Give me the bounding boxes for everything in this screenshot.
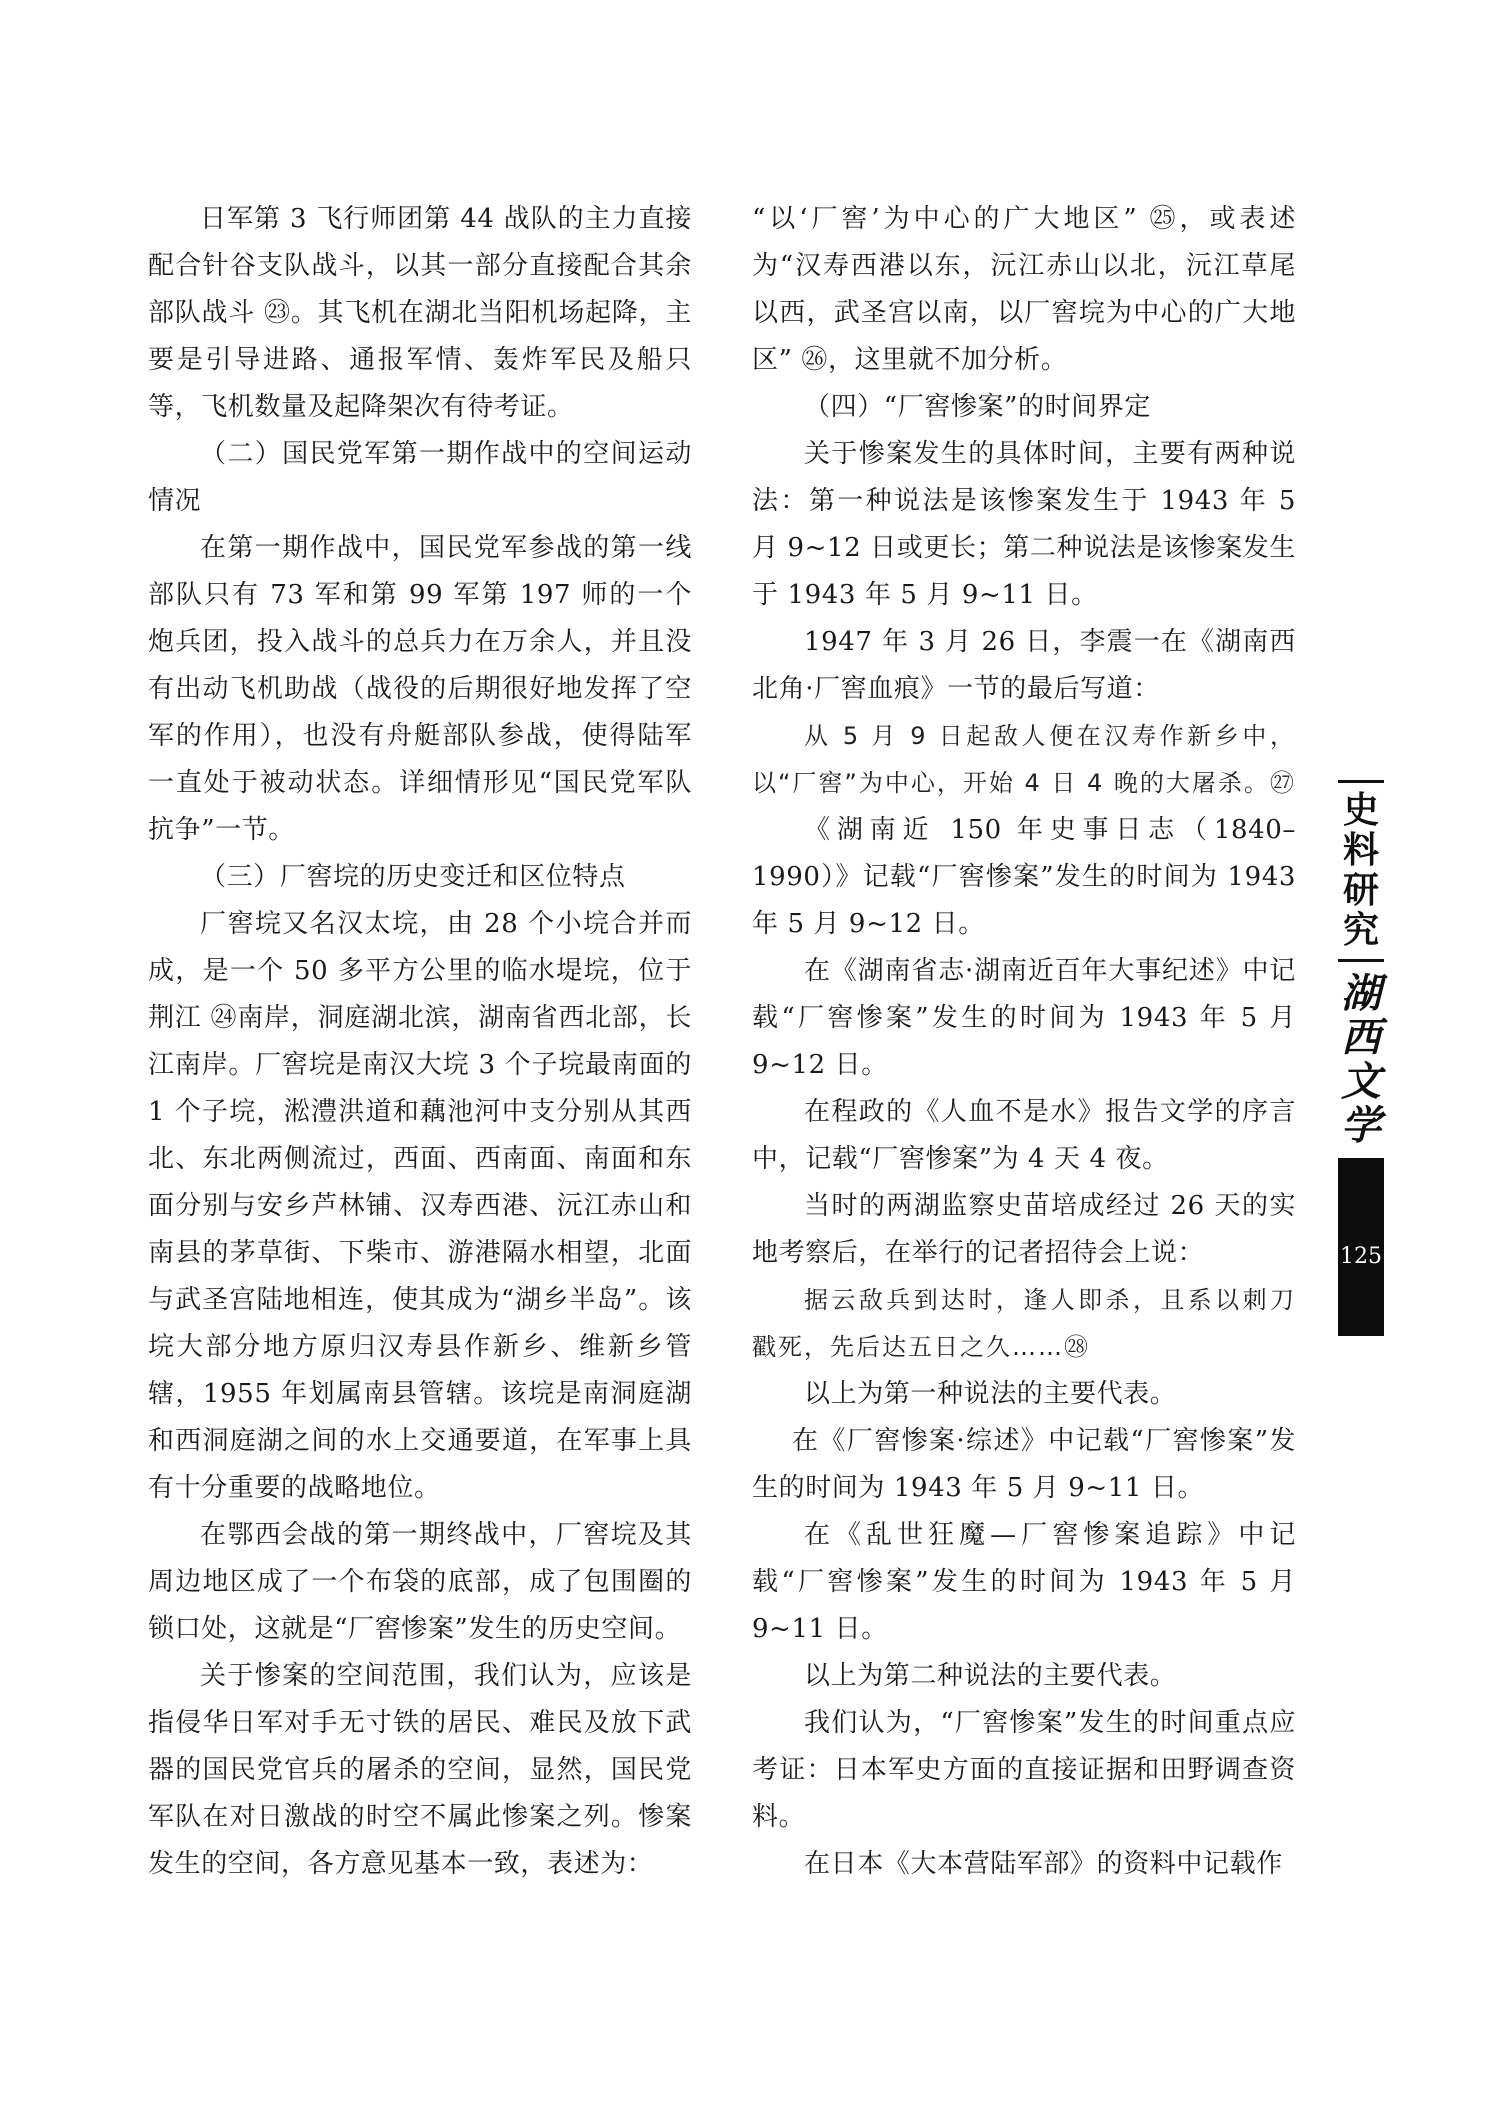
left-column <box>148 196 692 1888</box>
paragraph: 我们认为，“厂窖惨案”发生的时间重点应考证：日本军史方面的直接证据和田野调查资料。 <box>752 1708 1296 1832</box>
tab-character: 究 <box>1342 910 1379 951</box>
paragraph: 关于惨案发生的具体时间，主要有两种说法：第一种说法是该惨案发生于 1943 年 5 月 9~12 日或更长；第二种说法是该惨案发生于 1943 年 5 月 9~11 日。 <box>752 439 1296 610</box>
journal-logo <box>1338 962 1384 1158</box>
paragraph: 《湖南近 150 年史事日志（1840–1990）》记载“厂窖惨案”发生的时间为 1943 年 5 月 9~12 日。 <box>752 815 1296 939</box>
block-quote: 从 5 月 9 日起敌人便在汉寿作新乡中，以“厂窖”为中心，开始 4 日 4 晚的大屠杀。㉗ <box>752 722 1296 797</box>
block-quote: 据云敌兵到达时，逢人即杀，且系以刺刀戳死，先后达五日之久……㉘ <box>752 1286 1296 1361</box>
paragraph: 在《乱世狂魔—厂窖惨案追踪》中记载“厂窖惨案”发生的时间为 1943 年 5 月 9~11 日。 <box>752 1520 1296 1644</box>
paragraph: “以‘厂窖’为中心的广大地区” ㉕，或表述为“汉寿西港以东，沅江赤山以北，沅江草尾以西，武圣宫以南，以厂窖垸为中心的广大地区” ㉖，这里就不加分析。 <box>752 204 1296 375</box>
paragraph: 在第一期作战中，国民党军参战的第一线部队只有 73 军和第 99 军第 197 师的一个炮兵团，投入战斗的总兵力在万余人，并且没有出动飞机助战（战役的后期很好地发挥了空军的作用），也没有舟艇部队参战，使得陆军一直处于被动状态。详细情形见“国民党军队抗争”一节。 <box>148 533 692 845</box>
paragraph: 关于惨案的空间范围，我们认为，应该是指侵华日军对手无寸铁的居民、难民及放下武器的国民党官兵的屠杀的空间，显然，国民党军队在对日激战的时空不属此惨案之列。惨案发生的空间，各方意见基本一致，表述为： <box>148 1661 692 1879</box>
page-number-block <box>1338 1158 1384 1336</box>
paragraph: 以上为第二种说法的主要代表。 <box>804 1661 1177 1691</box>
paragraph: 在《厂窖惨案·综述》中记载“厂窖惨案”发生的时间为 1943 年 5 月 9~11 日。 <box>752 1426 1296 1503</box>
paragraph: 日军第 3 飞行师团第 44 战队的主力直接配合针谷支队战斗，以其一部分直接配合其余部队战斗 ㉓。其飞机在湖北当阳机场起降，主要是引导进路、通报军情、轰炸军民及船只等，飞机数量及起降架次有待考证。 <box>148 204 692 422</box>
right-column <box>752 196 1296 1888</box>
tab-character: 文 <box>1341 1058 1381 1105</box>
tab-character: 学 <box>1341 1102 1381 1149</box>
section-heading: （四）“厂窖惨案”的时间界定 <box>804 392 1151 422</box>
paragraph: 在程政的《人血不是水》报告文学的序言中，记载“厂窖惨案”为 4 天 4 夜。 <box>752 1097 1296 1174</box>
tab-character: 湖 <box>1341 970 1381 1017</box>
tab-character: 史 <box>1342 790 1379 831</box>
tab-character: 研 <box>1342 870 1379 911</box>
side-tab <box>1338 780 1384 1336</box>
tab-character: 料 <box>1342 830 1379 871</box>
paragraph: 在日本《大本营陆军部》的资料中记载作 <box>804 1849 1283 1879</box>
section-heading: （三）厂窖垸的历史变迁和区位特点 <box>200 862 626 892</box>
page-number: 125 <box>1340 1244 1382 1269</box>
paragraph: 1947 年 3 月 26 日，李震一在《湖南西北角·厂窖血痕》一节的最后写道： <box>752 627 1296 704</box>
paragraph: 在鄂西会战的第一期终战中，厂窖垸及其周边地区成了一个布袋的底部，成了包围圈的锁口处，这就是“厂窖惨案”发生的历史空间。 <box>148 1520 692 1644</box>
paragraph: 厂窖垸又名汉太垸，由 28 个小垸合并而成，是一个 50 多平方公里的临水堤垸，位于荆江 ㉔南岸，洞庭湖北滨，湖南省西北部，长江南岸。厂窖垸是南汉大垸 3 个子垸最南面的 1 个子垸，淞澧洪道和藕池河中支分别从其西北、东北两侧流过，西面、西南面、南面和东面分别与安乡芦林铺、汉寿西港、沅江赤山和南县的茅草街、下柴市、游港隔水相望，北面与武圣宫陆地相连，使其成为“湖乡半岛”。该垸大部分地方原归汉寿县作新乡、维新乡管辖，1955 年划属南县管辖。该垸是南洞庭湖和西洞庭湖之间的水上交通要道，在军事上具有十分重要的战略地位。 <box>148 909 692 1503</box>
paragraph: 当时的两湖监察史苗培成经过 26 天的实地考察后，在举行的记者招待会上说： <box>752 1191 1296 1268</box>
paragraph: 以上为第一种说法的主要代表。 <box>804 1379 1177 1409</box>
section-label <box>1338 783 1384 959</box>
tab-character: 西 <box>1341 1014 1381 1061</box>
paragraph: 在《湖南省志·湖南近百年大事纪述》中记载“厂窖惨案”发生的时间为 1943 年 5 月 9~12 日。 <box>752 956 1296 1080</box>
section-heading: （二）国民党军第一期作战中的空间运动情况 <box>148 439 692 516</box>
